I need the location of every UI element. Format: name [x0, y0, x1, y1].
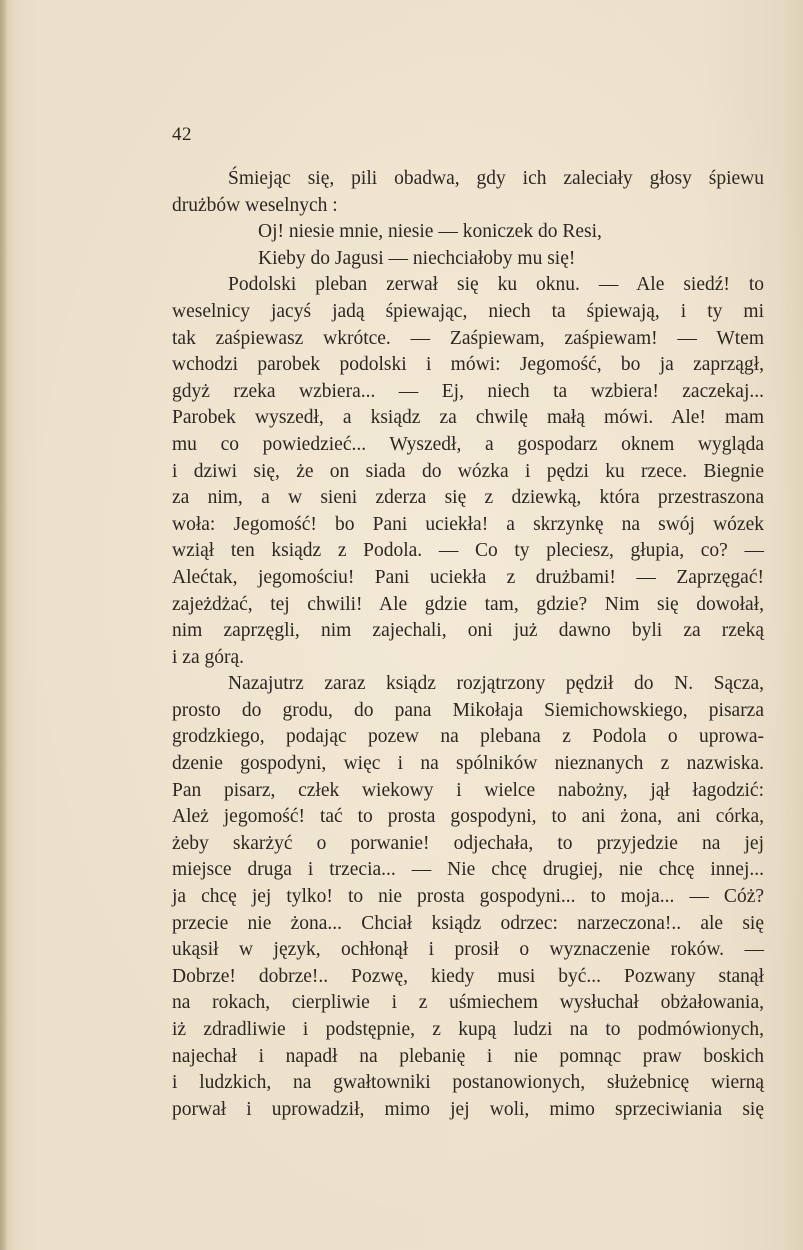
text-line: na rokach, cierpliwie i z uśmiechem wysłuchał obżałowania, [172, 992, 764, 1014]
text-line: zajeżdżać, tej chwili! Ale gdzie tam, gdzie? Nim się dowołał, [172, 593, 764, 615]
text-line: Alećtak, jegomościu! Pani uciekła z drużbami! — Zaprzęgać! [172, 566, 764, 588]
text-line: ja chcę jej tylko! to nie prosta gospodyni... to moja... — Cóż? [172, 886, 764, 908]
text-line: Śmiejąc się, pili obadwa, gdy ich zaleciały głosy śpiewu [228, 168, 764, 189]
text-line: Oj! niesie mnie, niesie — koniczek do Resi, [258, 221, 602, 243]
text-line: Dobrze! dobrze!.. Pozwę, kiedy musi być... Pozwany stanął [172, 965, 764, 987]
text-line: porwał i uprowadził, mimo jej woli, mimo sprzeciwiania się [172, 1098, 764, 1120]
text-line: mu co powiedzieć... Wyszedł, a gospodarz oknem wygląda [172, 433, 764, 455]
text-line: iż zdradliwie i podstępnie, z kupą ludzi na to podmówionych, [172, 1019, 764, 1040]
text-line: za nim, a w sieni zderza się z dziewką, która przestraszona [172, 487, 764, 509]
text-line: miejsce druga i trzecia... — Nie chcę drugiej, nie chcę innej... [172, 859, 764, 881]
page-number: 42 [172, 124, 192, 145]
text-line: wchodzi parobek podolski i mówi: Jegomość, bo ja zaprzągł, [172, 354, 764, 376]
text-line: Parobek wyszedł, a ksiądz za chwilę małą mówi. Ale! mam [172, 407, 764, 429]
page-text [172, 166, 764, 1123]
text-line: i ludzkich, na gwałtowniki postanowionych, służebnicę wierną [172, 1072, 764, 1094]
text-line: i dziwi się, że on siada do wózka i pędzi ku rzece. Biegnie [172, 460, 764, 482]
text-line: ukąsił w język, ochłonął i prosił o wyznaczenie roków. — [172, 939, 764, 961]
text-line: Nazajutrz zaraz ksiądz rozjątrzony pędził do N. Sącza, [228, 673, 764, 695]
text-line: prosto do grodu, do pana Mikołaja Siemichowskiego, pisarza [172, 699, 764, 721]
text-line: żeby skarżyć o porwanie! odjechała, to przyjedzie na jej [172, 832, 764, 854]
text-line: i za górą. [172, 646, 245, 668]
text-line: Podolski pleban zerwał się ku oknu. — Ale siedź! to [228, 274, 764, 296]
text-line: Ależ jegomość! tać to prosta gospodyni, to ani żona, ani córka, [172, 806, 764, 828]
text-line: tak zaśpiewasz wkrótce. — Zaśpiewam, zaśpiewam! — Wtem [172, 327, 764, 349]
text-line: dzenie gospodyni, więc i na spólników nieznanych z nazwiska. [172, 753, 764, 775]
text-line: gdyż rzeka wzbiera... — Ej, niech ta wzbiera! zaczekaj... [172, 380, 764, 402]
text-line: przecie nie żona... Chciał ksiądz odrzec: narzeczona!.. ale się [172, 912, 764, 934]
text-line: drużbów weselnych : [172, 194, 338, 216]
text-line: Pan pisarz, człek wiekowy i wielce nabożny, jął łagodzić: [172, 779, 764, 801]
text-line: wziął ten ksiądz z Podola. — Co ty pleciesz, głupia, co? — [172, 540, 764, 562]
text-line: Kieby do Jagusi — niechciałoby mu się! [258, 247, 576, 269]
text-line: nim zaprzęgli, nim zajechali, oni już dawno byli za rzeką [172, 620, 764, 642]
text-line: weselnicy jacyś jadą śpiewając, niech ta śpiewają, i ty mi [172, 300, 764, 322]
page-gutter-shadow [0, 0, 8, 1250]
text-line: najechał i napadł na plebanię i nie pomnąc praw boskich [172, 1045, 764, 1067]
text-line: woła: Jegomość! bo Pani uciekła! a skrzynkę na swój wózek [172, 513, 764, 535]
text-line: grodzkiego, podając pozew na plebana z Podola o uprowa- [172, 726, 764, 748]
